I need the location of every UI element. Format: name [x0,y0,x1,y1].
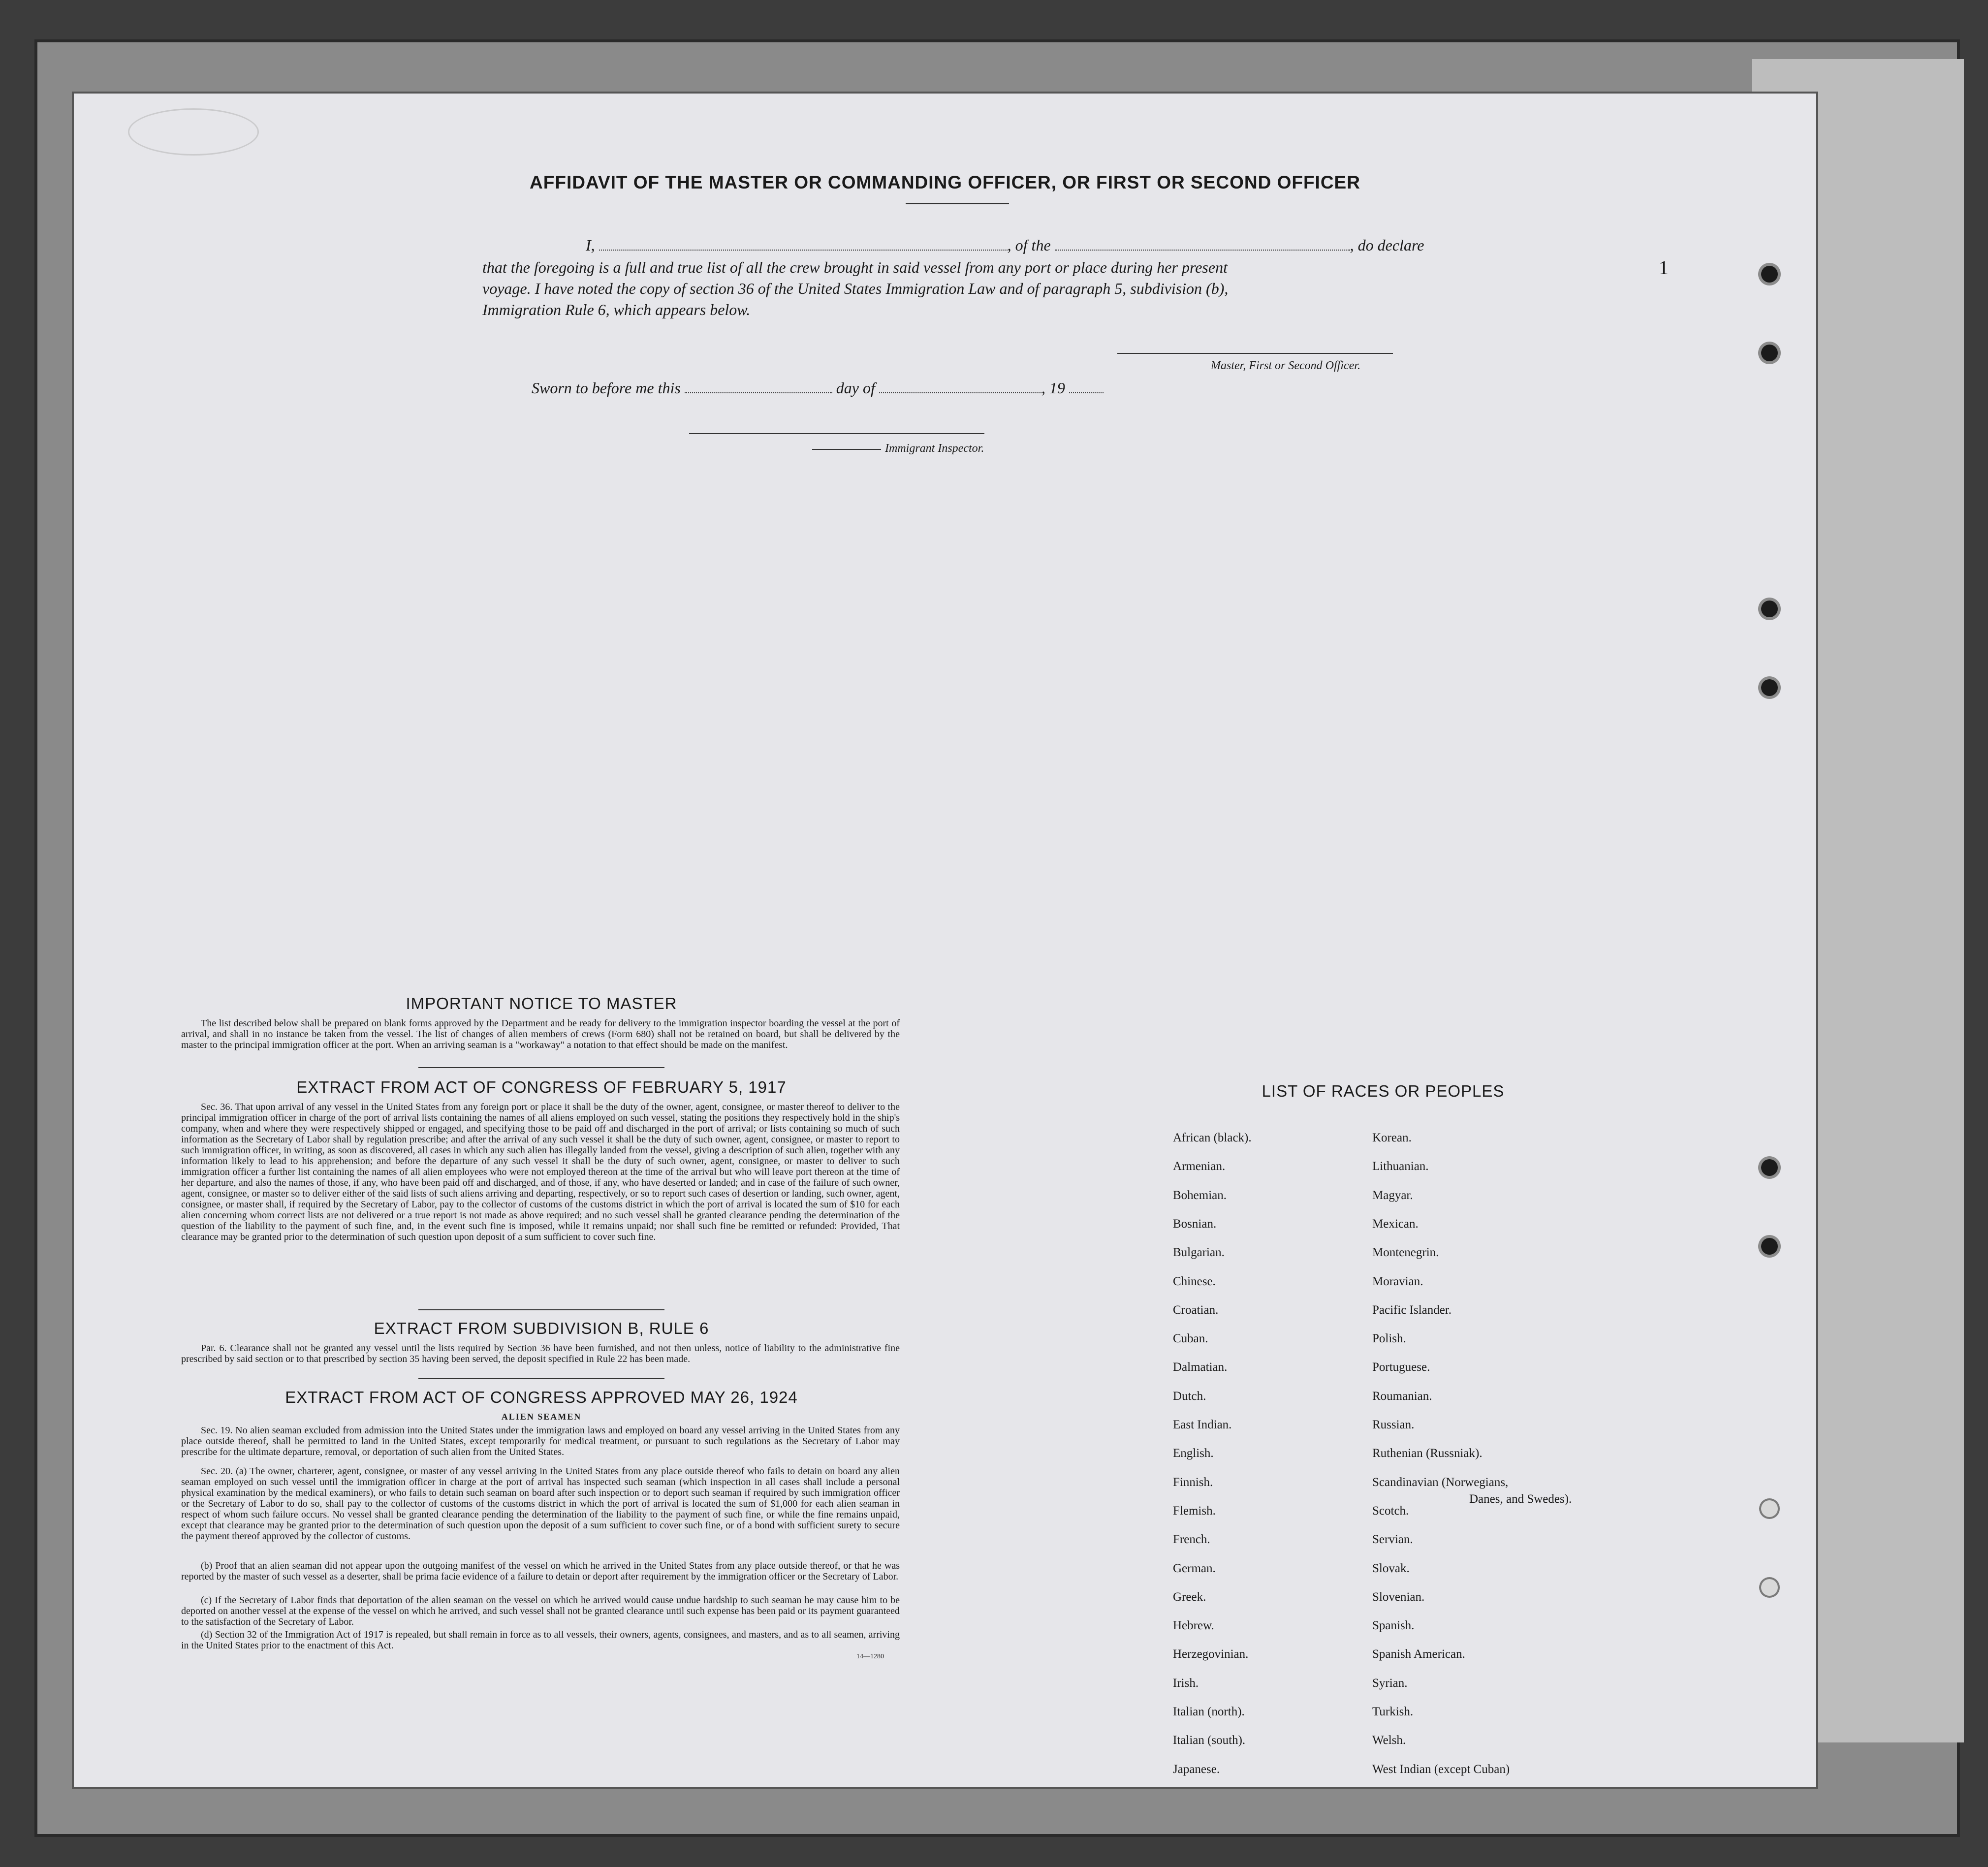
faint-stamp [128,108,259,156]
right-race-item: Pacific Islander. [1372,1303,1452,1317]
affidavit-i: I, [586,236,595,254]
master-caption: Master, First or Second Officer. [1211,359,1360,372]
affidavit-declare: , do declare [1350,236,1424,254]
right-race-item: West Indian (except Cuban) [1372,1762,1510,1776]
right-race-item: Polish. [1372,1332,1406,1346]
document-page [74,94,1816,1787]
left-race-item: East Indian. [1173,1418,1232,1431]
right-race-item: Spanish. [1372,1619,1415,1633]
extract-1924-sec19: Sec. 19. No alien seaman excluded from admission into the United States under the immigration laws and employed on board any vessel arriving in the United States from any place outside thereof, shall be permitted to land in the United States, except temporarily for medical treatment, or pursuant to such regulations as the Secretary of Labor may prescribe for the ultimate departure, removal, or deportation of such alien from the United States. [181,1425,900,1457]
left-race-item: Dalmatian. [1173,1361,1228,1374]
affidavit-line-2: that the foregoing is a full and true list of all the crew brought in said vessel from any port or place during her present [482,258,1228,276]
right-race-item: Portuguese. [1372,1361,1430,1374]
left-race-item: German. [1173,1561,1216,1575]
left-race-item: Hebrew. [1173,1619,1214,1633]
extract-1924-sec20b: (b) Proof that an alien seaman did not appear upon the outgoing manifest of the vessel on which he arrived in the United States from any place outside thereof, or that he was reported by the master of such vessel as a deserter, shall be prima facie evidence of a failure to detain or deport after requirement by the immigration officer or the Secretary of Labor. [181,1560,900,1582]
punch-hole [1761,1238,1778,1255]
master-signature-line[interactable] [1117,353,1393,354]
extract-1924-sec20c: (c) If the Secretary of Labor finds that deportation of the alien seaman on the vessel on which he arrived would cause undue hardship to such seaman he may cause him to be deported on another vessel at the expense of the vessel on which he arrived, and such vessel shall not be granted clearance until such expense has been paid or its payment guaranteed to the satisfaction of the Secretary of Labor. [181,1595,900,1627]
left-race-item: Irish. [1173,1676,1199,1690]
form-number: 14—1280 [856,1653,884,1660]
affidavit-line-1 [586,236,1424,254]
notice-title: IMPORTANT NOTICE TO MASTER [406,994,677,1013]
races-title: LIST OF RACES OR PEOPLES [1262,1082,1505,1100]
punch-hole [1761,266,1778,283]
extract-rule6-title: EXTRACT FROM SUBDIVISION B, RULE 6 [374,1319,709,1337]
inspector-caption: Immigrant Inspector. [885,442,984,455]
vessel-blank[interactable] [1055,237,1350,251]
punch-hole [1761,345,1778,361]
extract-rule6-text: Par. 6. Clearance shall not be granted any vessel until the lists required by Section 36 have been furnished, and not then unless, notice of liability to the administrative fine prescribed by said section or to that prescribed by section 35 having been served, the deposit specified in Rule 22 has been made. [181,1343,900,1364]
right-race-item: Welsh. [1372,1734,1406,1747]
right-race-item: Scotch. [1372,1504,1409,1518]
left-race-item: Croatian. [1173,1303,1219,1317]
sworn-prefix: Sworn to before me this [532,379,681,397]
right-race-item: Slovenian. [1372,1590,1425,1604]
left-race-item: Finnish. [1173,1475,1213,1489]
sworn-day-of: day of [836,379,875,397]
right-race-item: Spanish American. [1372,1647,1465,1661]
section-divider [418,1378,664,1379]
left-race-item: African (black). [1173,1131,1252,1144]
extract-1917-title: EXTRACT FROM ACT OF CONGRESS OF FEBRUARY 5, 1917 [296,1078,787,1096]
right-race-item: Ruthenian (Russniak). [1372,1447,1483,1460]
race-item-continuation: Danes, and Swedes). [1469,1492,1572,1506]
sworn-line [532,379,1104,397]
punch-hole [1761,679,1778,696]
extract-1924-sec20d: (d) Section 32 of the Immigration Act of 1917 is repealed, but shall remain in force as to all vessels, their owners, agents, consignees, and masters, and as to all seamen, arriving in the United States prior to the enactment of this Act. [181,1629,900,1651]
right-race-item: Russian. [1372,1418,1415,1431]
section-divider [418,1309,664,1310]
right-race-item: Turkish. [1372,1705,1414,1718]
sworn-month-blank[interactable] [879,380,1041,393]
left-race-item: Bulgarian. [1173,1246,1225,1260]
notice-text: The list described below shall be prepared on blank forms approved by the Department and be ready for delivery to the immigration inspector boarding the vessel at the port of arrival, and shall in no instance be taken from the vessel. The list of changes of alien members of crews (Form 680) shall not be retained on board, but shall be delivered by the master to the principal immigration officer at the port. When an arriving seaman is a "workaway" a notation to that effect should be made on the manifest. [181,1018,900,1050]
punch-hole [1761,601,1778,617]
affidavit-title: AFFIDAVIT OF THE MASTER OR COMMANDING OFFICER, OR FIRST OR SECOND OFFICER [530,172,1360,192]
alien-seamen-subtitle: ALIEN SEAMEN [501,1412,582,1422]
page-number: 1 [1659,256,1669,279]
left-race-item: Greek. [1173,1590,1206,1604]
sworn-year: , 19 [1041,379,1065,397]
left-race-item: Flemish. [1173,1504,1216,1518]
left-race-item: French. [1173,1533,1210,1547]
left-race-item: Italian (south). [1173,1734,1246,1747]
section-divider [418,1067,664,1068]
punch-hole [1761,1159,1778,1176]
left-race-item: Cuban. [1173,1332,1208,1346]
right-race-item: Scandinavian (Norwegians, [1372,1475,1509,1489]
left-race-item: Bosnian. [1173,1217,1217,1231]
right-race-item: Magyar. [1372,1188,1413,1202]
punch-hole [1761,1579,1778,1596]
right-race-item: Roumanian. [1372,1389,1432,1403]
inspector-signature-line[interactable] [689,433,984,434]
left-race-item: Bohemian. [1173,1188,1227,1202]
left-race-item: Armenian. [1173,1160,1226,1173]
left-race-item: Dutch. [1173,1389,1206,1403]
sworn-year-blank[interactable] [1069,380,1104,393]
right-race-item: Servian. [1372,1533,1413,1547]
extract-1924-title: EXTRACT FROM ACT OF CONGRESS APPROVED MAY 26, 1924 [285,1388,798,1406]
sworn-day-blank[interactable] [685,380,832,393]
left-race-item: Chinese. [1173,1274,1216,1288]
left-race-item: Italian (north). [1173,1705,1245,1718]
name-blank[interactable] [599,237,1008,251]
title-rule [906,203,1009,204]
left-race-item: Japanese. [1173,1762,1220,1776]
affidavit-line-4: Immigration Rule 6, which appears below. [482,301,751,318]
left-race-item: Herzegovinian. [1173,1647,1249,1661]
extract-1917-text: Sec. 36. That upon arrival of any vessel in the United States from any foreign port or place it shall be the duty of the owner, agent, consignee, or master thereof to deliver to the principal immigration officer in charge of the port of arrival lists containing the names of all aliens employed on such vessel, stating the positions they respectively hold in the ship's company, when and where they were respectively shipped or engaged, and specifying those to be paid off and discharged in the port of arrival; or lists containing so much of such information as the Secretary of Labor shall by regulation prescribe; and after the arrival of any such vessel it shall be the duty of such owner, agent, consignee, or master to report to such immigration officer, in writing, as soon as discovered, all cases in which any such alien has illegally landed from the vessel, giving a description of such alien, together with any information likely to lead to his apprehension; and before the departure of any such vessel it shall be the duty of such owner, agent, consignee, or master to deliver to such immigration officer a further list containing the names of all alien employees who were not employed thereon at the time of the arrival but who will leave port thereon at the time of her departure, and also the names of those, if any, who have been paid off and discharged, and of those, if any, who have deserted or landed; and in case of the failure of such owner, agent, consignee, or master so to deliver either of the said lists of such aliens arriving and departing, respectively, or so to report such cases of desertion or landing, such owner, agent, consignee, or master shall, if required by the Secretary of Labor, pay to the collector of customs of the customs district in which the port of arrival is located the sum of $10 for each alien concerning whom correct lists are not delivered or a true report is not made as above required; and no such vessel shall be granted clearance pending the determination of the question of the liability to the payment of such fine, and, in the event such fine is imposed, while it remains unpaid; nor shall such fine be remitted or refunded: Provided, That clearance may be granted prior to the determination of such question upon deposit of a sum sufficient to cover such fine. [181,1102,900,1242]
right-race-item: Korean. [1372,1131,1412,1144]
inspector-prefix-line [812,449,881,450]
right-race-item: Mexican. [1372,1217,1419,1231]
punch-hole [1761,1500,1778,1517]
affidavit-of-the: , of the [1007,236,1051,254]
affidavit-line-3: voyage. I have noted the copy of section 36 of the United States Immigration Law and of paragraph 5, subdivision (b), [482,280,1229,297]
right-race-item: Lithuanian. [1372,1160,1429,1173]
right-race-item: Slovak. [1372,1561,1410,1575]
right-race-item: Montenegrin. [1372,1246,1439,1260]
right-race-item: Syrian. [1372,1676,1408,1690]
right-race-item: Moravian. [1372,1274,1423,1288]
left-race-item: English. [1173,1447,1214,1460]
extract-1924-sec20a: Sec. 20. (a) The owner, charterer, agent, consignee, or master of any vessel arriving in the United States from any place outside thereof who fails to detain on board any alien seaman employed on such vessel until the immigration officer in charge at the port of arrival has inspected such seaman (which inspection in all cases shall include a personal physical examination by the medical examiners), or who fails to detain such seaman on board after such inspection or to deport such seaman if required by such immigration officer or the Secretary of Labor to do so, shall pay to the collector of customs of the customs district in which the port of arrival is located the sum of $1,000 for each alien seaman in respect of whom such failure occurs. No vessel shall be granted clearance pending the determination of the liability to the payment of such fine, or while the fine remains unpaid, except that clearance may be granted prior to the determination of such question upon the deposit of a sum sufficient to cover such fine, or of a bond with sufficient surety to secure the payment thereof approved by the collector of customs. [181,1466,900,1542]
